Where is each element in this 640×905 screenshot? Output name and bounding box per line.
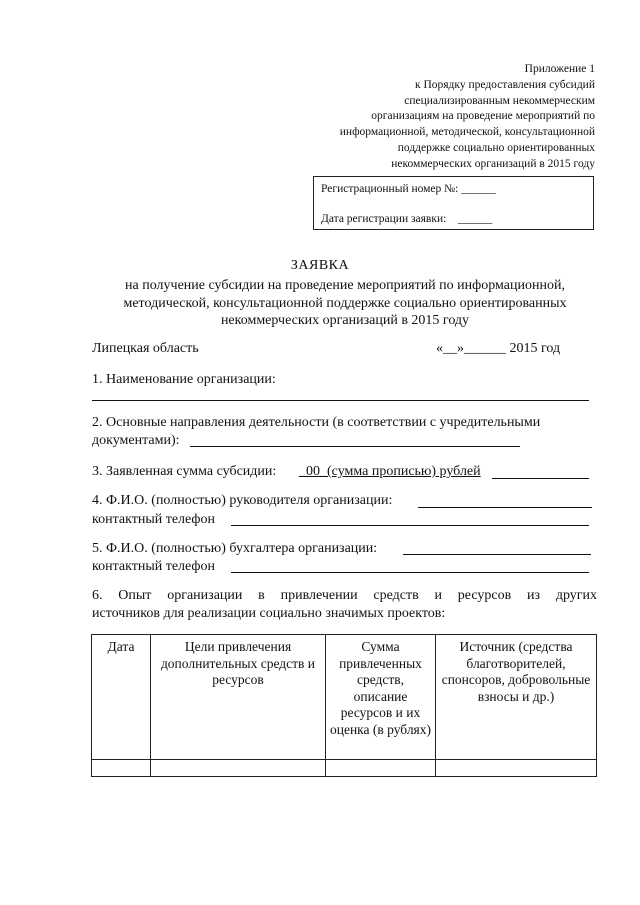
question-5-label: 5. Ф.И.О. (полностью) бухгалтера организации: — [92, 541, 378, 556]
registration-date-field[interactable]: Дата регистрации заявки: ______ — [321, 213, 493, 225]
question-1-answer-line[interactable] — [92, 400, 589, 401]
appendix-line: организациям на проведение мероприятий по — [371, 110, 595, 123]
table-cell[interactable] — [92, 760, 151, 777]
table-header-cell: Источник (средства благотворителей, спонсоров, добровольные взносы и др.) — [436, 635, 597, 760]
table-cell[interactable] — [436, 760, 597, 777]
table-header-cell: Сумма привлеченных средств, описание ресурсов и их оценка (в рублях) — [326, 635, 436, 760]
accountant-name-line[interactable] — [403, 554, 591, 555]
table-header-cell: Цели привлечения дополнительных средств и ресурсов — [151, 635, 326, 760]
question-5-phone-label: контактный телефон — [92, 559, 215, 574]
document-subtitle: на получение субсидии на проведение мероприятий по информационной, методической, консультационной поддержке социально ориентированных некоммерческих организаций в 2015 году — [123, 278, 567, 328]
document-title: ЗАЯВКА — [290, 258, 350, 273]
question-2-label-cont: документами): — [92, 433, 180, 448]
question-1-label: 1. Наименование организации: — [92, 372, 276, 387]
subsidy-amount-field[interactable]: _00_(сумма прописью) рублей — [299, 464, 481, 479]
table-header-row — [92, 635, 597, 760]
experience-table — [91, 634, 597, 777]
question-3-answer-line[interactable] — [492, 478, 589, 479]
appendix-line: информационной, методической, консультационной — [339, 126, 595, 139]
question-2-answer-line[interactable] — [190, 446, 520, 447]
appendix-line: специализированным некоммерческим — [404, 94, 595, 107]
question-2-label: 2. Основные направления деятельности (в соответствии с учредительными — [92, 415, 541, 430]
appendix-line: к Порядку предоставления субсидий — [415, 78, 595, 91]
question-4-phone-label: контактный телефон — [92, 512, 215, 527]
accountant-phone-line[interactable] — [231, 572, 589, 573]
director-name-line[interactable] — [418, 507, 592, 508]
question-4-label: 4. Ф.И.О. (полностью) руководителя организации: — [92, 493, 393, 508]
director-phone-line[interactable] — [231, 525, 589, 526]
appendix-note — [265, 62, 595, 173]
appendix-line: Приложение 1 — [524, 63, 595, 75]
appendix-line: поддержке социально ориентированных — [397, 141, 595, 154]
table-cell[interactable] — [326, 760, 436, 777]
question-6-label: 6. Опыт организации в привлечении средств и ресурсов из других — [92, 588, 597, 603]
registration-box — [313, 176, 594, 230]
table-row — [92, 760, 597, 777]
date-field[interactable]: «__»______ 2015 год — [436, 341, 561, 356]
region-label: Липецкая область — [92, 341, 199, 356]
table-cell[interactable] — [151, 760, 326, 777]
question-3-label: 3. Заявленная сумма субсидии: — [92, 464, 280, 479]
table-header-cell: Дата — [92, 635, 151, 760]
registration-number-field[interactable]: Регистрационный номер №: ______ — [321, 183, 496, 195]
appendix-line: некоммерческих организаций в 2015 году — [391, 157, 595, 170]
question-6-label-cont: источников для реализации социально значимых проектов: — [92, 606, 446, 621]
